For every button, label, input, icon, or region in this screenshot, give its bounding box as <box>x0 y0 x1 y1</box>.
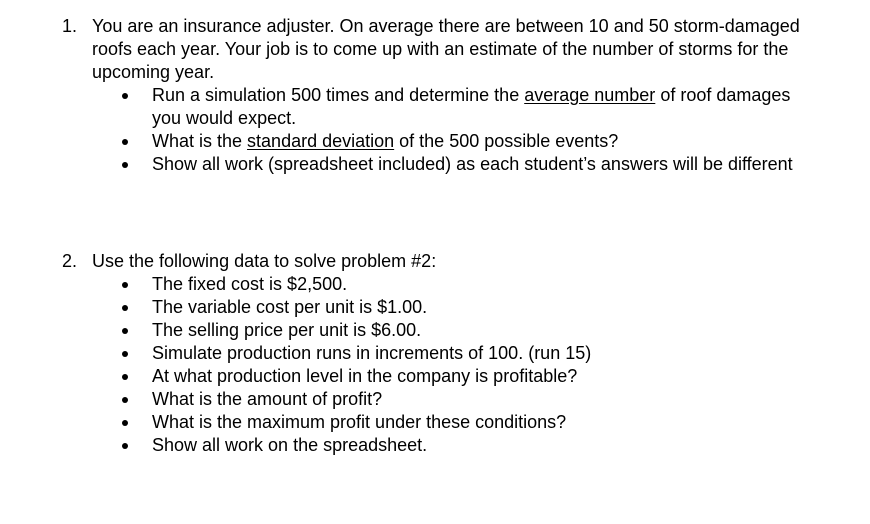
bullet-icon <box>122 305 128 311</box>
problem-1-bullet-list <box>0 84 870 176</box>
bullet-icon <box>122 351 128 357</box>
problem-2-number: 2. <box>62 251 78 271</box>
underlined-term: average number <box>524 85 656 105</box>
problem-1-header <box>0 15 870 84</box>
problem-1-number: 1. <box>62 16 78 36</box>
list-item <box>152 130 802 153</box>
bullet-icon <box>122 443 128 449</box>
bullet-text: Simulate production runs in increments of 100. (run 15) <box>152 343 592 363</box>
bullet-text: What is the maximum profit under these conditions? <box>152 412 567 432</box>
bullet-text: Show all work on the spreadsheet. <box>152 435 428 455</box>
bullet-text: The fixed cost is $2,500. <box>152 274 348 294</box>
bullet-icon <box>122 282 128 288</box>
bullet-icon <box>122 162 128 168</box>
bullet-icon <box>122 328 128 334</box>
bullet-icon <box>122 397 128 403</box>
list-item <box>152 411 802 434</box>
bullet-text: The selling price per unit is $6.00. <box>152 320 422 340</box>
list-item <box>152 388 802 411</box>
problem-2-stem: Use the following data to solve problem #2: <box>92 251 437 271</box>
list-item <box>152 153 802 176</box>
list-item <box>152 84 802 130</box>
problem-2 <box>0 250 870 457</box>
bullet-text: The variable cost per unit is $1.00. <box>152 297 428 317</box>
bullet-text-post: of roof damages you would expect. <box>152 85 791 128</box>
bullet-text: At what production level in the company is profitable? <box>152 366 578 386</box>
problem-1 <box>0 15 870 176</box>
problem-2-header <box>0 250 870 273</box>
problem-2-bullet-list <box>0 273 870 457</box>
list-item <box>152 273 802 296</box>
bullet-text-pre: Run a simulation 500 times and determine the <box>152 85 525 105</box>
bullet-text: What is the amount of profit? <box>152 389 383 409</box>
list-item <box>152 365 802 388</box>
list-item <box>152 342 802 365</box>
bullet-icon <box>122 93 128 99</box>
problem-1-stem: You are an insurance adjuster. On average there are between 10 and 50 storm-damaged roofs each year. Your job is to come up with an estimate of the number of storms for the upcoming year. <box>92 16 800 82</box>
bullet-icon <box>122 374 128 380</box>
bullet-text: Show all work (spreadsheet included) as each student’s answers will be different <box>152 154 793 174</box>
underlined-term: standard deviation <box>247 131 395 151</box>
list-item <box>152 296 802 319</box>
bullet-text-pre: What is the <box>152 131 248 151</box>
bullet-text-post: of the 500 possible events? <box>394 131 619 151</box>
bullet-icon <box>122 420 128 426</box>
list-item <box>152 434 802 457</box>
bullet-icon <box>122 139 128 145</box>
list-item <box>152 319 802 342</box>
